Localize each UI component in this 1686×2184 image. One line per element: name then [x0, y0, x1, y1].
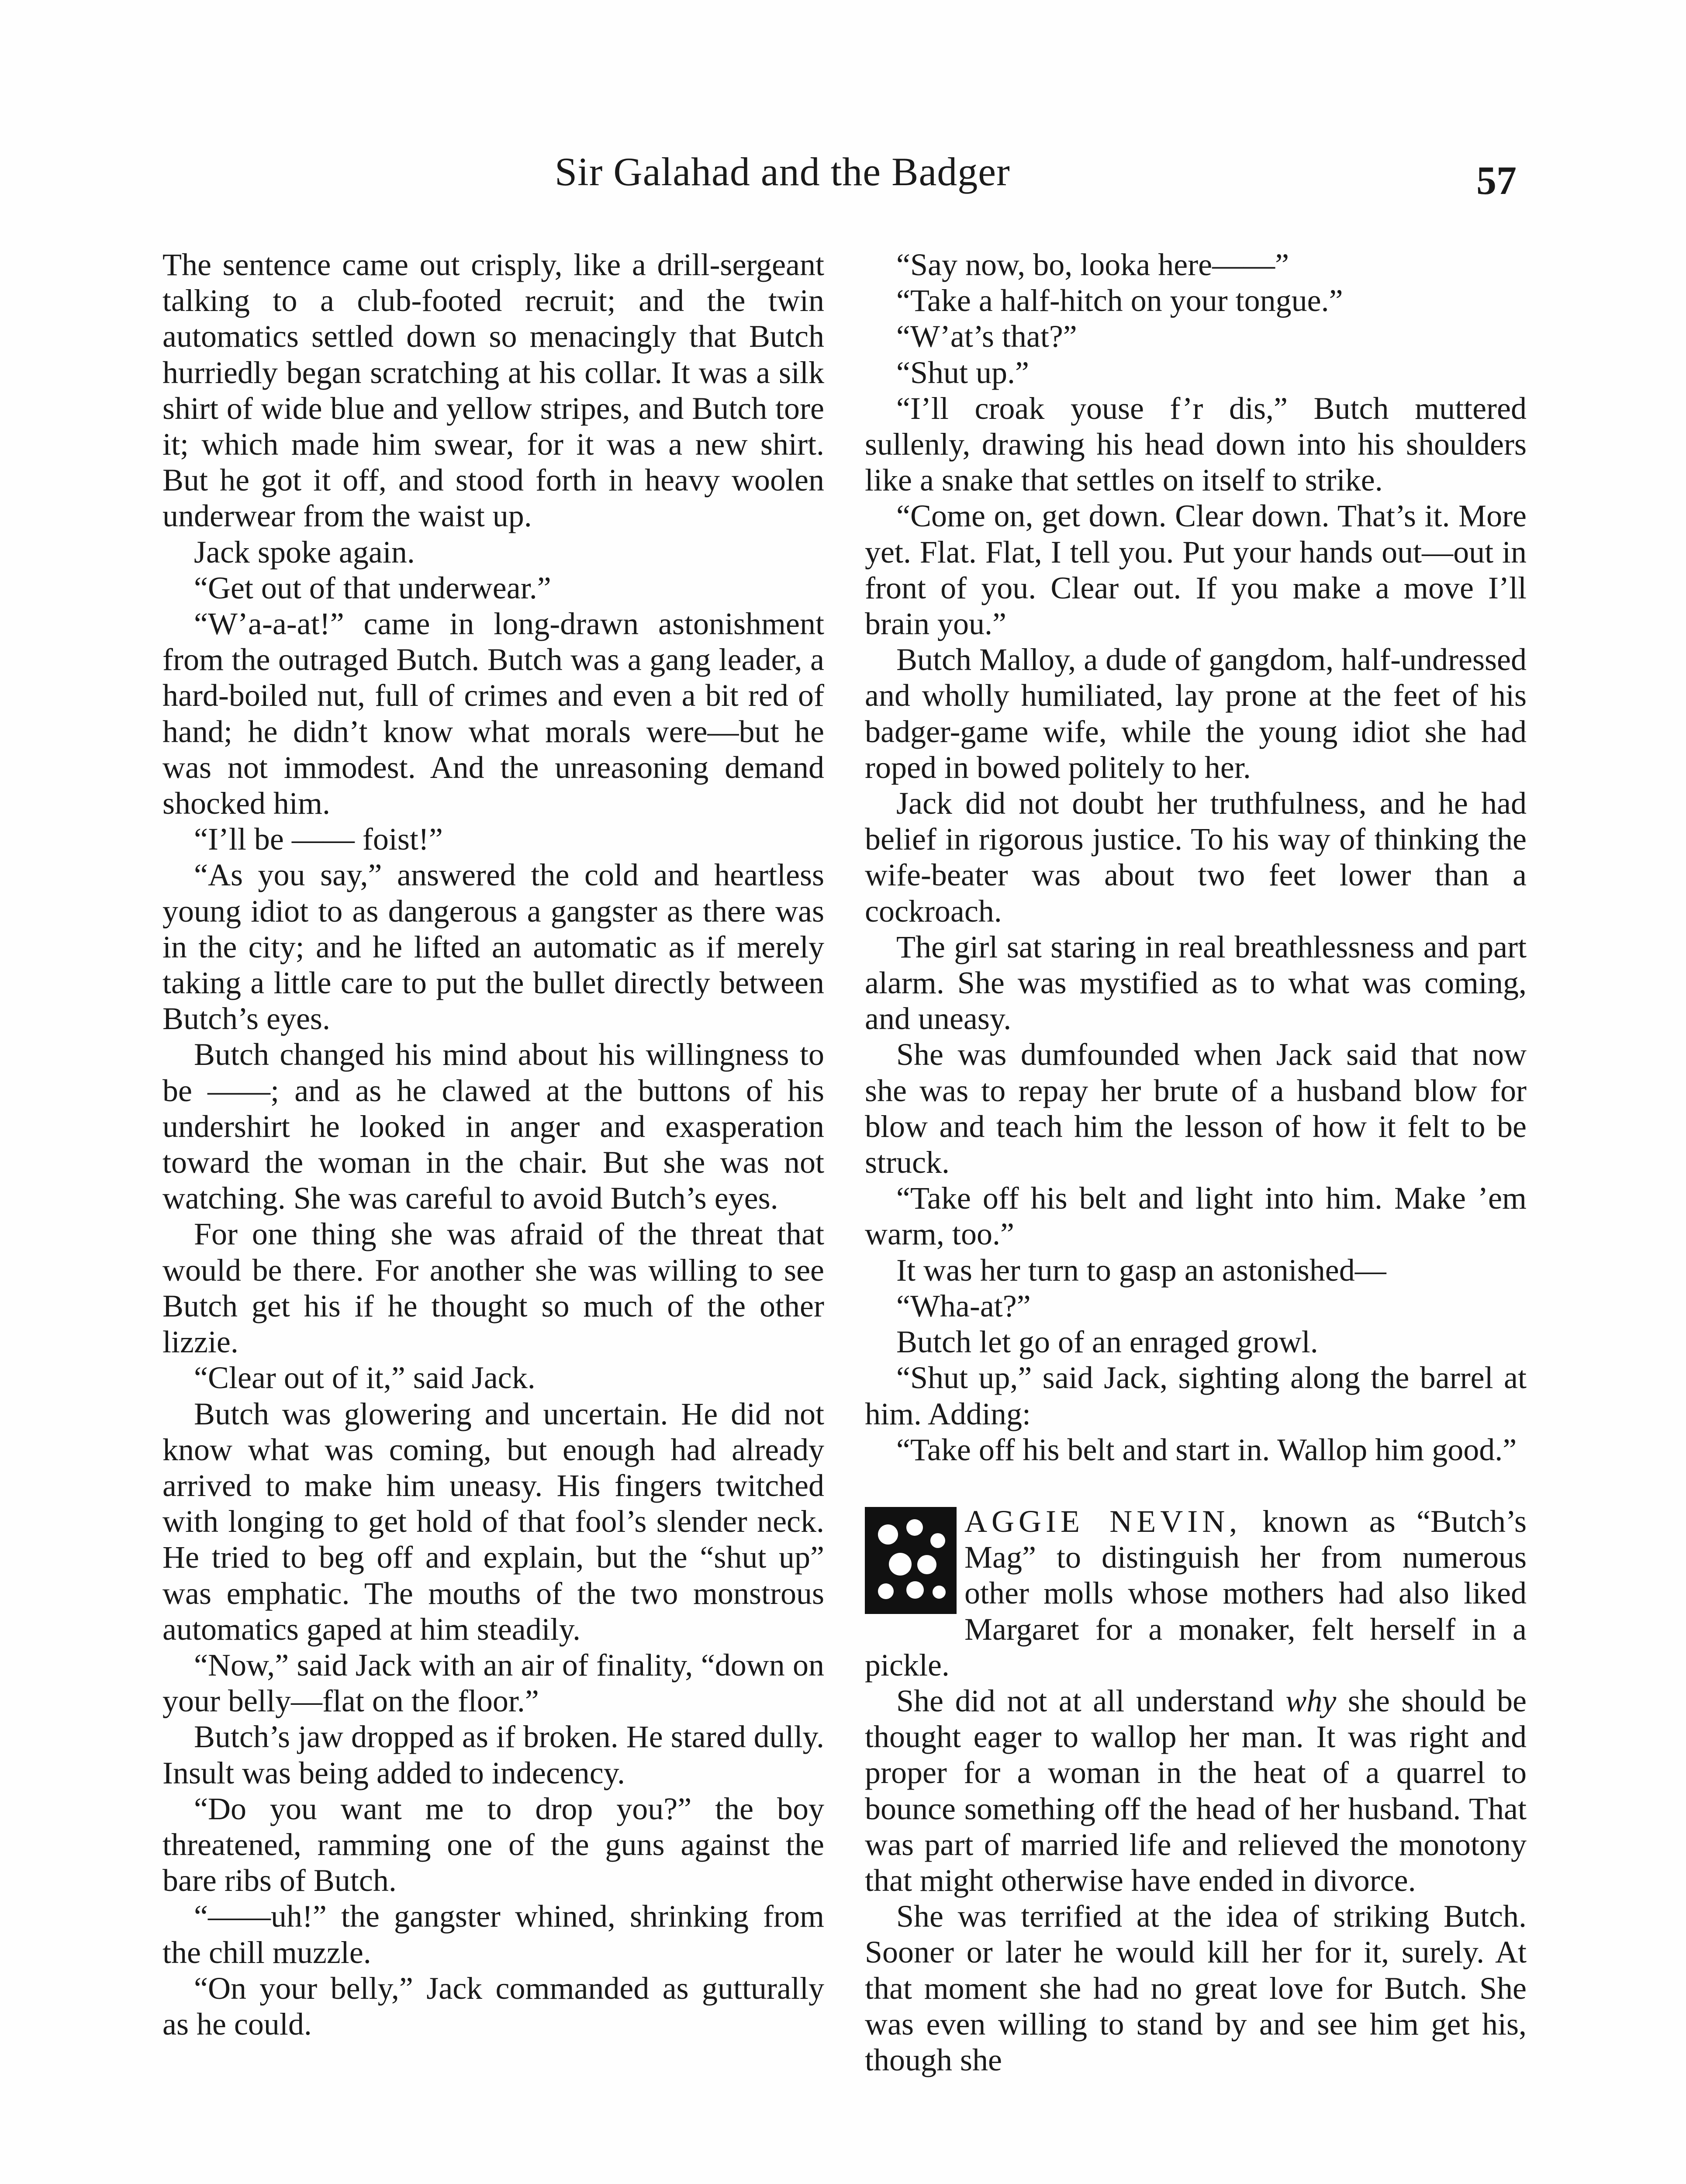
paragraph: Jack did not doubt her truthfulness, and he had belief in rigorous justice. To his way of thinking the wife-beater was about two feet lower than a cockroach.: [865, 786, 1527, 929]
drop-cap-ornament: [865, 1507, 957, 1614]
paragraph: “I’ll croak youse f’r dis,” Butch muttered sullenly, drawing his head down into his shoulders like a snake that settles on itself to strike.: [865, 390, 1527, 498]
paragraph: “Take off his belt and start in. Wallop him good.”: [896, 1432, 1517, 1467]
left-column: [162, 247, 824, 2042]
paragraph: Butch let go of an enraged growl.: [896, 1324, 1318, 1360]
paragraph: Butch Malloy, a dude of gangdom, half-undressed and wholly humiliated, lay prone at the feet of his badger-game wife, while the young idiot she had roped in bowed politely to her.: [865, 642, 1527, 785]
paragraph: Butch changed his mind about his willingness to be ——; and as he clawed at the buttons of his undershirt he looked in anger and exasperation toward the woman in the chair. But she was not watching. She was careful to avoid Butch’s eyes.: [162, 1037, 824, 1216]
paragraph-text: She did not at all understand: [896, 1683, 1286, 1718]
drop-cap-paragraph: [865, 1503, 1527, 1683]
paragraph: “Shut up.”: [896, 355, 1029, 390]
paragraph: She was dumfounded when Jack said that now she was to repay her brute of a husband blow for blow and teach him the lesson of how it felt to be struck.: [865, 1037, 1527, 1180]
paragraph: “As you say,” answered the cold and heartless young idiot to as dangerous a gangster as there was in the city; and he lifted an automatic as if merely taking a little care to put the bullet directly between Butch’s eyes.: [162, 857, 824, 1037]
drop-lead-text: AGGIE NEVIN,: [964, 1503, 1242, 1539]
paragraph: “Say now, bo, looka here——”: [896, 247, 1289, 282]
paragraph: “Wha-at?”: [896, 1288, 1031, 1324]
paragraph: The sentence came out crisply, like a drill-sergeant talking to a club-footed recruit; and the twin automatics settled down so menacingly that Butch hurriedly began scratching at his collar. It was a silk shirt of wide blue and yellow stripes, and Butch tore it; which made him swear, for it was a new shirt. But he got it off, and stood forth in heavy woolen underwear from the waist up.: [162, 247, 824, 534]
paragraph: “——uh!” the gangster whined, shrinking from the chill muzzle.: [162, 1899, 824, 1970]
paragraph: “Do you want me to drop you?” the boy threatened, ramming one of the guns against the bare ribs of Butch.: [162, 1791, 824, 1898]
paragraph-text: she should be thought eager to wallop her man. It was right and proper for a woman in the heat of a quarrel to bounce something off the head of her husband. That was part of married life and relieved the monotony that might otherwise have ended in divorce.: [865, 1683, 1527, 1898]
drop-paragraph-text: known as “Butch’s Mag” to distinguish her from numerous other molls whose mothers had also liked Margaret for a monaker, felt herself in a pickle.: [865, 1503, 1527, 1683]
paragraph: [865, 1683, 1527, 1898]
right-column: [865, 247, 1527, 2078]
paragraph: The girl sat staring in real breathlessness and part alarm. She was mystified as to what was coming, and uneasy.: [865, 929, 1527, 1037]
paragraph: “Shut up,” said Jack, sighting along the barrel at him. Adding:: [865, 1360, 1527, 1431]
paragraph: It was her turn to gasp an astonished—: [896, 1252, 1386, 1288]
paragraph: “Get out of that underwear.”: [194, 570, 551, 605]
running-title: Sir Galahad and the Badger: [555, 149, 1010, 194]
section-break: [865, 1503, 1527, 2078]
paragraph: Butch’s jaw dropped as if broken. He stared dully. Insult was being added to indecency.: [162, 1719, 824, 1790]
paragraph: “I’ll be —— foist!”: [194, 822, 443, 857]
page-number: 57: [1476, 158, 1517, 203]
paragraph: “W’at’s that?”: [896, 319, 1077, 354]
paragraph: “Now,” said Jack with an air of finality, “down on your belly—flat on the floor.”: [162, 1647, 824, 1719]
emphasis-text: why: [1285, 1683, 1337, 1718]
paragraph: Jack spoke again.: [194, 534, 415, 570]
paragraph: For one thing she was afraid of the threat that would be there. For another she was willing to see Butch get his if he thought so much of the other lizzie.: [162, 1216, 824, 1360]
paragraph: “Take off his belt and light into him. Make ’em warm, too.”: [865, 1181, 1527, 1252]
paragraph: “On your belly,” Jack commanded as gutturally as he could.: [162, 1970, 824, 2042]
paragraph: She was terrified at the idea of striking Butch. Sooner or later he would kill her for it, surely. At that moment she had no great love for Butch. She was even willing to stand by and see him get his, though she: [865, 1899, 1527, 2077]
paragraph: “Take a half-hitch on your tongue.”: [896, 283, 1343, 318]
paragraph: Butch was glowering and uncertain. He did not know what was coming, but enough had already arrived to make him uneasy. His fingers twitched with longing to get hold of that fool’s slender neck. He tried to beg off and explain, but the “shut up” was emphatic. The mouths of the two monstrous automatics gaped at him steadily.: [162, 1396, 824, 1647]
paragraph: “Come on, get down. Clear down. That’s it. More yet. Flat. Flat, I tell you. Put your hands out—out in front of you. Clear out. If you make a move I’ll brain you.”: [865, 498, 1527, 642]
paragraph: “W’a-a-at!” came in long-drawn astonishment from the outraged Butch. Butch was a gang leader, a hard-boiled nut, full of crimes and even a bit red of hand; he didn’t know what morals were—but he was not immodest. And the unreasoning demand shocked him.: [162, 606, 824, 821]
paragraph: “Clear out of it,” said Jack.: [194, 1360, 536, 1396]
